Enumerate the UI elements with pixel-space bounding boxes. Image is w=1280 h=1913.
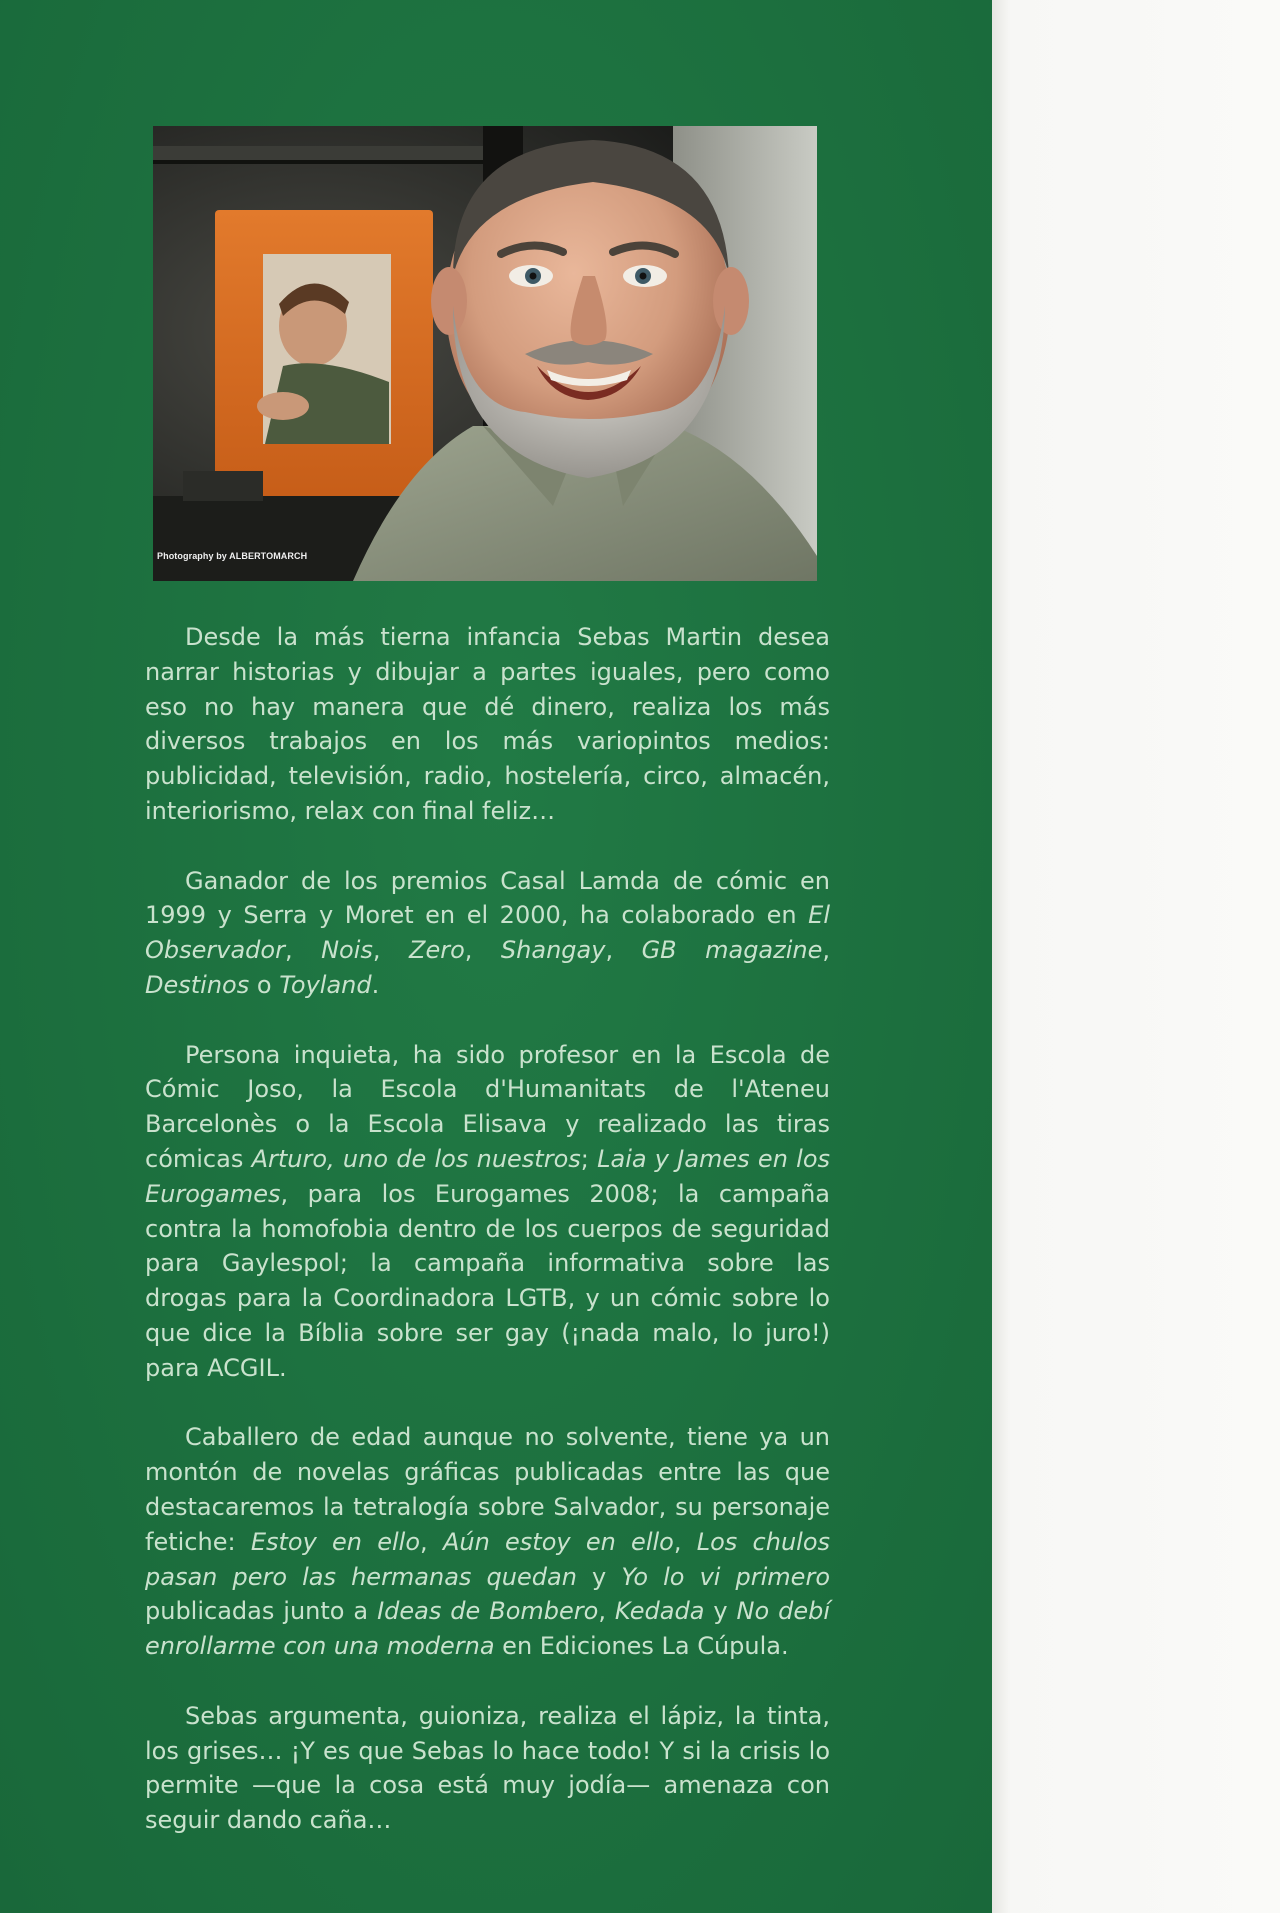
- bio-text: y: [704, 1597, 737, 1626]
- bio-text: Persona inquieta, ha sido profesor en la Escola de Cómic Joso, la Escola d'Humanitats de l'Ateneu Barcelonès o la Escola Elisava y realizado las tiras cómicas: [145, 1040, 830, 1173]
- bio-title-italic: Aún estoy en ello: [442, 1527, 674, 1556]
- bio-text: .: [371, 970, 380, 999]
- bio-title-italic: Zero: [409, 936, 465, 965]
- bio-title-italic: Shangay: [500, 936, 606, 965]
- bio-paragraph: [145, 864, 830, 1003]
- bio-text: Sebas argumenta, guioniza, realiza el lápiz, la tinta, los grises… ¡Y es que Sebas lo hace todo! Y si la crisis lo permite —que la cosa está muy jodía— amenaza con seguir dando caña…: [145, 1701, 830, 1835]
- bio-title-italic: Laia y James en los Eurogames: [145, 1144, 831, 1208]
- bio-text: publicadas junto a: [145, 1597, 378, 1626]
- bio-text: ,: [372, 936, 410, 965]
- bio-text: ,: [284, 936, 322, 965]
- bio-title-italic: Yo lo vi primero: [621, 1562, 830, 1591]
- bio-text: ,: [598, 1597, 615, 1626]
- bio-text: en Ediciones La Cúpula.: [494, 1632, 789, 1661]
- bio-text: ,: [420, 1527, 443, 1556]
- bio-paragraph: [145, 1699, 830, 1838]
- bio-title-italic: El Observador: [145, 901, 830, 965]
- bio-text: Ganador de los premios Casal Lamda de cómic en 1999 y Serra y Moret en el 2000, ha colaborado en: [145, 866, 830, 930]
- photo-credit: Photography by ALBERTOMARCH: [157, 551, 308, 561]
- bio-text: ,: [464, 936, 501, 965]
- bio-text: ,: [605, 936, 642, 965]
- author-biography: [145, 620, 830, 1838]
- bio-title-italic: Kedada: [614, 1597, 705, 1626]
- bio-title-italic: GB magazine: [641, 936, 823, 965]
- bio-title-italic: Destinos: [145, 970, 250, 999]
- bio-title-italic: Estoy en ello: [250, 1527, 421, 1556]
- bio-title-italic: No debí enrollarme con una moderna: [145, 1597, 831, 1661]
- bio-title-italic: Nois: [321, 936, 373, 965]
- bio-text: Desde la más tierna infancia Sebas Martin desea narrar historias y dibujar a partes iguales, pero como eso no hay manera que dé dinero, realiza los más diversos trabajos en los más variopintos medios: publicidad, televisión, radio, hostelería, circo, almacén, interiorismo, relax con final feliz…: [145, 623, 830, 825]
- bio-paragraph: [145, 620, 830, 829]
- bio-paragraph: [145, 1420, 830, 1664]
- bio-text: , para los Eurogames 2008; la campaña contra la homofobia dentro de los cuerpos de seguridad para Gaylespol; la campaña informativa sobre las drogas para la Coordinadora LGTB, y un cómic sobre lo que dice la Bíblia sobre ser gay (¡nada malo, lo juro!) para ACGIL.: [145, 1179, 830, 1382]
- author-photo: [153, 126, 817, 581]
- bio-text: Caballero de edad aunque no solvente, tiene ya un montón de novelas gráficas publicadas entre las que destacaremos la tetralogía sobre Salvador, su personaje fetiche:: [145, 1423, 830, 1556]
- bio-text: ,: [822, 936, 831, 965]
- bio-paragraph: [145, 1038, 830, 1386]
- bio-text: ,: [673, 1527, 697, 1556]
- bio-title-italic: Toyland: [279, 970, 372, 999]
- author-portrait-illustration: [153, 126, 817, 581]
- bio-text: o: [249, 970, 280, 999]
- page-edge: [992, 0, 1280, 1913]
- bio-title-italic: Los chulos pasan pero las hermanas quedan: [145, 1527, 831, 1591]
- bio-title-italic: Ideas de Bombero: [377, 1597, 599, 1626]
- bio-title-italic: Arturo, uno de los nuestros: [251, 1144, 581, 1173]
- bio-text: y: [576, 1562, 622, 1591]
- bio-text: ;: [580, 1144, 598, 1173]
